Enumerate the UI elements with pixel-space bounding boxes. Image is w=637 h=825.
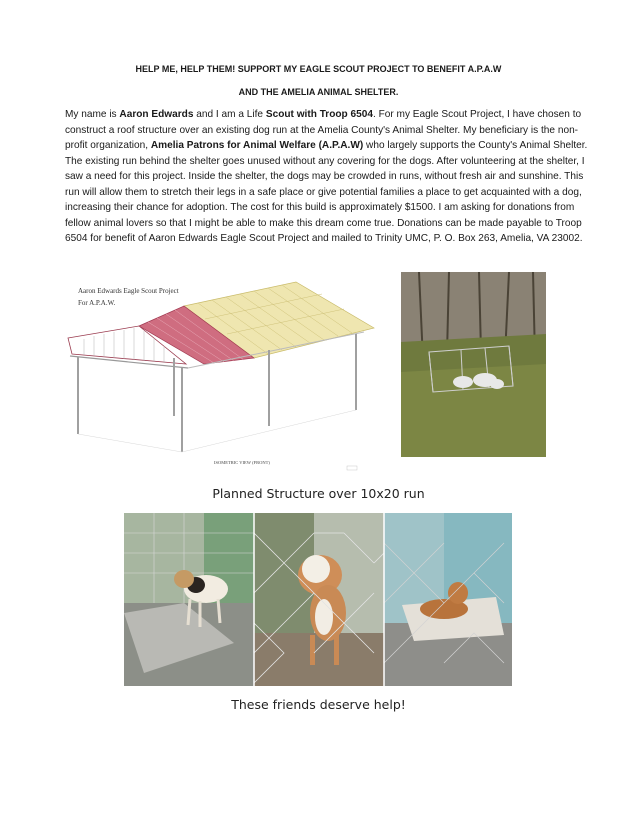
body-paragraph [65,107,588,247]
heading-line-2: AND THE AMELIA ANIMAL SHELTER. [238,87,399,97]
structure-drawing-svg [64,276,382,476]
text-segment: who largely supports the County's Animal Shelter. [363,140,588,151]
dog-photo-3 [384,513,512,686]
title-block-mark [347,466,357,470]
text-segment: and I am a Life [193,109,266,120]
troop-name: Scout with Troop 6504 [265,109,373,120]
heading-line-1: HELP ME, HELP THEM! SUPPORT MY EAGLE SCOUT PROJECT TO BENEFIT A.P.A.W [135,64,502,74]
body-line-9: 6504 for benefit of Aaron Edwards Eagle Scout Project and mailed to Trinity UMC, P. O. Box 263, Amelia, VA 23002. [65,233,583,244]
structure-caption: Planned Structure over 10x20 run [212,486,425,501]
text-segment: My name is [65,109,120,120]
body-line-4: The existing run behind the shelter goes unused without any covering for the dogs. After volunteering at the shelter, I [65,155,585,167]
friends-caption: These friends deserve help! [231,697,406,712]
existing-run-photo [401,272,546,457]
text-segment: profit organization, [65,140,151,151]
body-line-5: saw a need for this project. Inside the shelter, the dogs may be crowded in runs, without fresh air and sunshine. This [65,171,584,182]
structure-drawing [64,276,382,476]
body-line-6: run will allow them to stretch their legs in a safe place or give potential families a place to get acquainted with a dog, [65,186,582,198]
ground-lines [78,410,356,452]
existing-run-photo-svg [401,272,546,457]
dogs-photo-collage-svg [124,513,512,686]
dog-photo-1 [124,513,254,686]
dogs-photo-collage [124,513,512,686]
body-line-2: construct a roof structure over an existing dog run at the Amelia County's Animal Shelter. My beneficiary is the non- [65,124,579,136]
body-line-3 [65,138,588,154]
dog-photo-2 [254,513,384,686]
body-line-8: fellow animal lovers so that I might be able to make this dream come true. Donations can be made payable to Troop [65,217,582,229]
drawing-title-1: Aaron Edwards Eagle Scout Project [78,287,179,295]
organization-name: Amelia Patrons for Animal Welfare (A.P.A.W) [150,140,364,151]
text-segment: . For my Eagle Scout Project, I have chosen to [372,109,582,120]
view-label: ISOMETRIC VIEW (FRONT) [214,460,270,465]
body-line-1 [65,107,585,123]
body-line-7: increasing their chance for adoption. The cost for this build is approximately $1500. I am asking for donations from [65,202,575,213]
grass-near [401,364,546,457]
scout-name: Aaron Edwards [119,109,194,120]
drawing-title-2: For A.P.A.W. [78,299,116,307]
